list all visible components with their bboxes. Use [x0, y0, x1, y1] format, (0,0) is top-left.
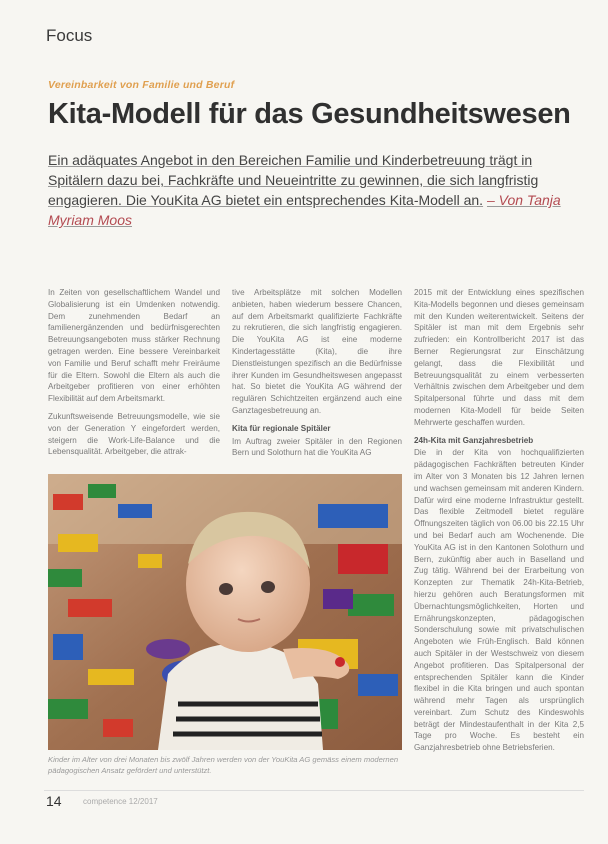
article-photo: [48, 474, 402, 750]
body-paragraph: Zukunftsweisende Betreuungsmodelle, wie sie von der Generation Y eingefordert werden, steigern die Work-Life-Balance und die Lebensqualität. Arbeitgeber, die attrak-: [48, 411, 220, 457]
article-title: Kita-Modell für das Gesundheitswesen: [48, 98, 571, 130]
photo-caption: Kinder im Alter von drei Monaten bis zwölf Jahren werden von der YouKita AG gemäss einem modernen pädagogischen Ansatz gefördert und unterstützt.: [48, 755, 399, 775]
body-paragraph: Im Auftrag zweier Spitäler in den Regionen Bern und Solothurn hat die YouKita AG: [232, 436, 402, 458]
body-paragraph: In Zeiten von gesellschaftlichem Wandel und Globalisierung ist ein Umdenken notwendig. Dem zunehmenden Bedarf an familienergänzenden und bedürfnisgerechten Betreuungsangeboten muss stärker Rechnung getragen werden. Eine bessere Vereinbarkeit von Familie und Beruf schafft mehr Freiräume für die Eltern. Sowohl die Eltern als auch die Arbeitgeber profitieren von einer erhöhten Flexibilität auf dem Arbeitsmarkt.: [48, 288, 220, 404]
body-paragraph: Die in der Kita von hochqualifizierten pädagogischen Fachkräften betreuten Kinder im Alter von 3 Monaten bis 12 Jahren lernen und wachsen gemeinsam mit anderen Kindern. Dafür wird eine moderne Infrastruktur gestellt. Das flexible Zeitmodell bietet reguläre Öffnungszeiten täglich von 06.00 bis 22.15 Uhr und bei Bedarf auch am Wochenende. Die YouKita AG ist in den Kantonen Solothurn und Bern, zukünftig aber auch in Baselland und Zug tätig. Während bei der Erarbeitung von Konzepten zur Thematik 24h-Kita-Betrieb, hierzu gehören auch Beratungsformen mit Übernachtungsmöglichkeiten, Horten und Ernährungskonzepten, pädagogischen Sonderschulung sowie mit privatschulischen Angeboten wie Früh-Englisch. Bald können auch Spitäler in der Westschweiz von diesem Angebot profitieren. Das Spitalpersonal der entsprechenden Spitäler kann die Kinder flexibel in die Kita bringen und auch spontan während mehr Tagen als ursprünglich vereinbart. Zum Schutz des Kindeswohls beträgt der Mindestaufenthalt in der Kita 2,5 Tage pro Woche. Es besteht ein Ganzjahresbetrieb ohne Betriebsferien.: [414, 448, 584, 753]
subheading-24h-kita: 24h-Kita mit Ganzjahresbetrieb: [414, 435, 534, 445]
lead-text: Ein adäquates Angebot in den Bereichen Familie und Kinderbetreuung trägt in Spitälern dazu bei, Fachkräfte und Neueintritte zu gewinnen, die sich langfristig engagieren. Die YouKita AG bietet ein entsprechendes Kita-Modell an.: [48, 152, 539, 208]
body-paragraph: tive Arbeitsplätze mit solchen Modellen anbieten, haben wiederum bessere Chancen, auf dem Arbeitsmarkt qualifizierte Fachkräfte zu rekrutieren, die sich langfristig engagieren. Die YouKita AG ist eine moderne Kindertagesstätte (Kita), die ihre Dienstleistungen spezifisch an die Bedürfnisse ihrer Kunden im Gesundheitswesen angepasst hat. So bietet die YouKita AG während der regulären Schichtzeiten ergänzend auch eine Ganztagesbetreuung an.: [232, 288, 402, 415]
article-kicker: Vereinbarkeit von Familie und Beruf: [48, 79, 235, 91]
author-byline: – Von Tanja Myriam Moos: [48, 192, 561, 228]
section-label: Focus: [46, 26, 93, 45]
footer-divider: [44, 790, 584, 791]
subheading-regional-hospitals: Kita für regionale Spitäler: [232, 423, 331, 433]
publication-footer: competence 12/2017: [83, 797, 158, 806]
page-number: 14: [46, 793, 62, 809]
body-column-2: [232, 287, 402, 465]
article-lead: [48, 150, 568, 230]
child-with-toys-illustration: [48, 474, 402, 750]
body-paragraph: 2015 mit der Entwicklung eines spezifischen Kita-Modells begonnen und dieses gemeinsam mit den Kunden weiterentwickelt. Seitens der Spitäler ist man mit dem Ergebnis sehr zufrieden: ein Kontrollbericht 2017 ist das Berner Regierungsrat zur Einschätzung gelangt, dass die Flexibilität und Betreuungsqualität zu einem verbesserten Verhältnis zwischen dem Arbeitgeber und dem Spitalpersonal führte und dass mit dem modernen Kita-Modell für beide Seiten Mehrwerte geschaffen wurden.: [414, 288, 584, 427]
body-column-1: [48, 287, 220, 464]
body-column-3: [414, 287, 584, 760]
